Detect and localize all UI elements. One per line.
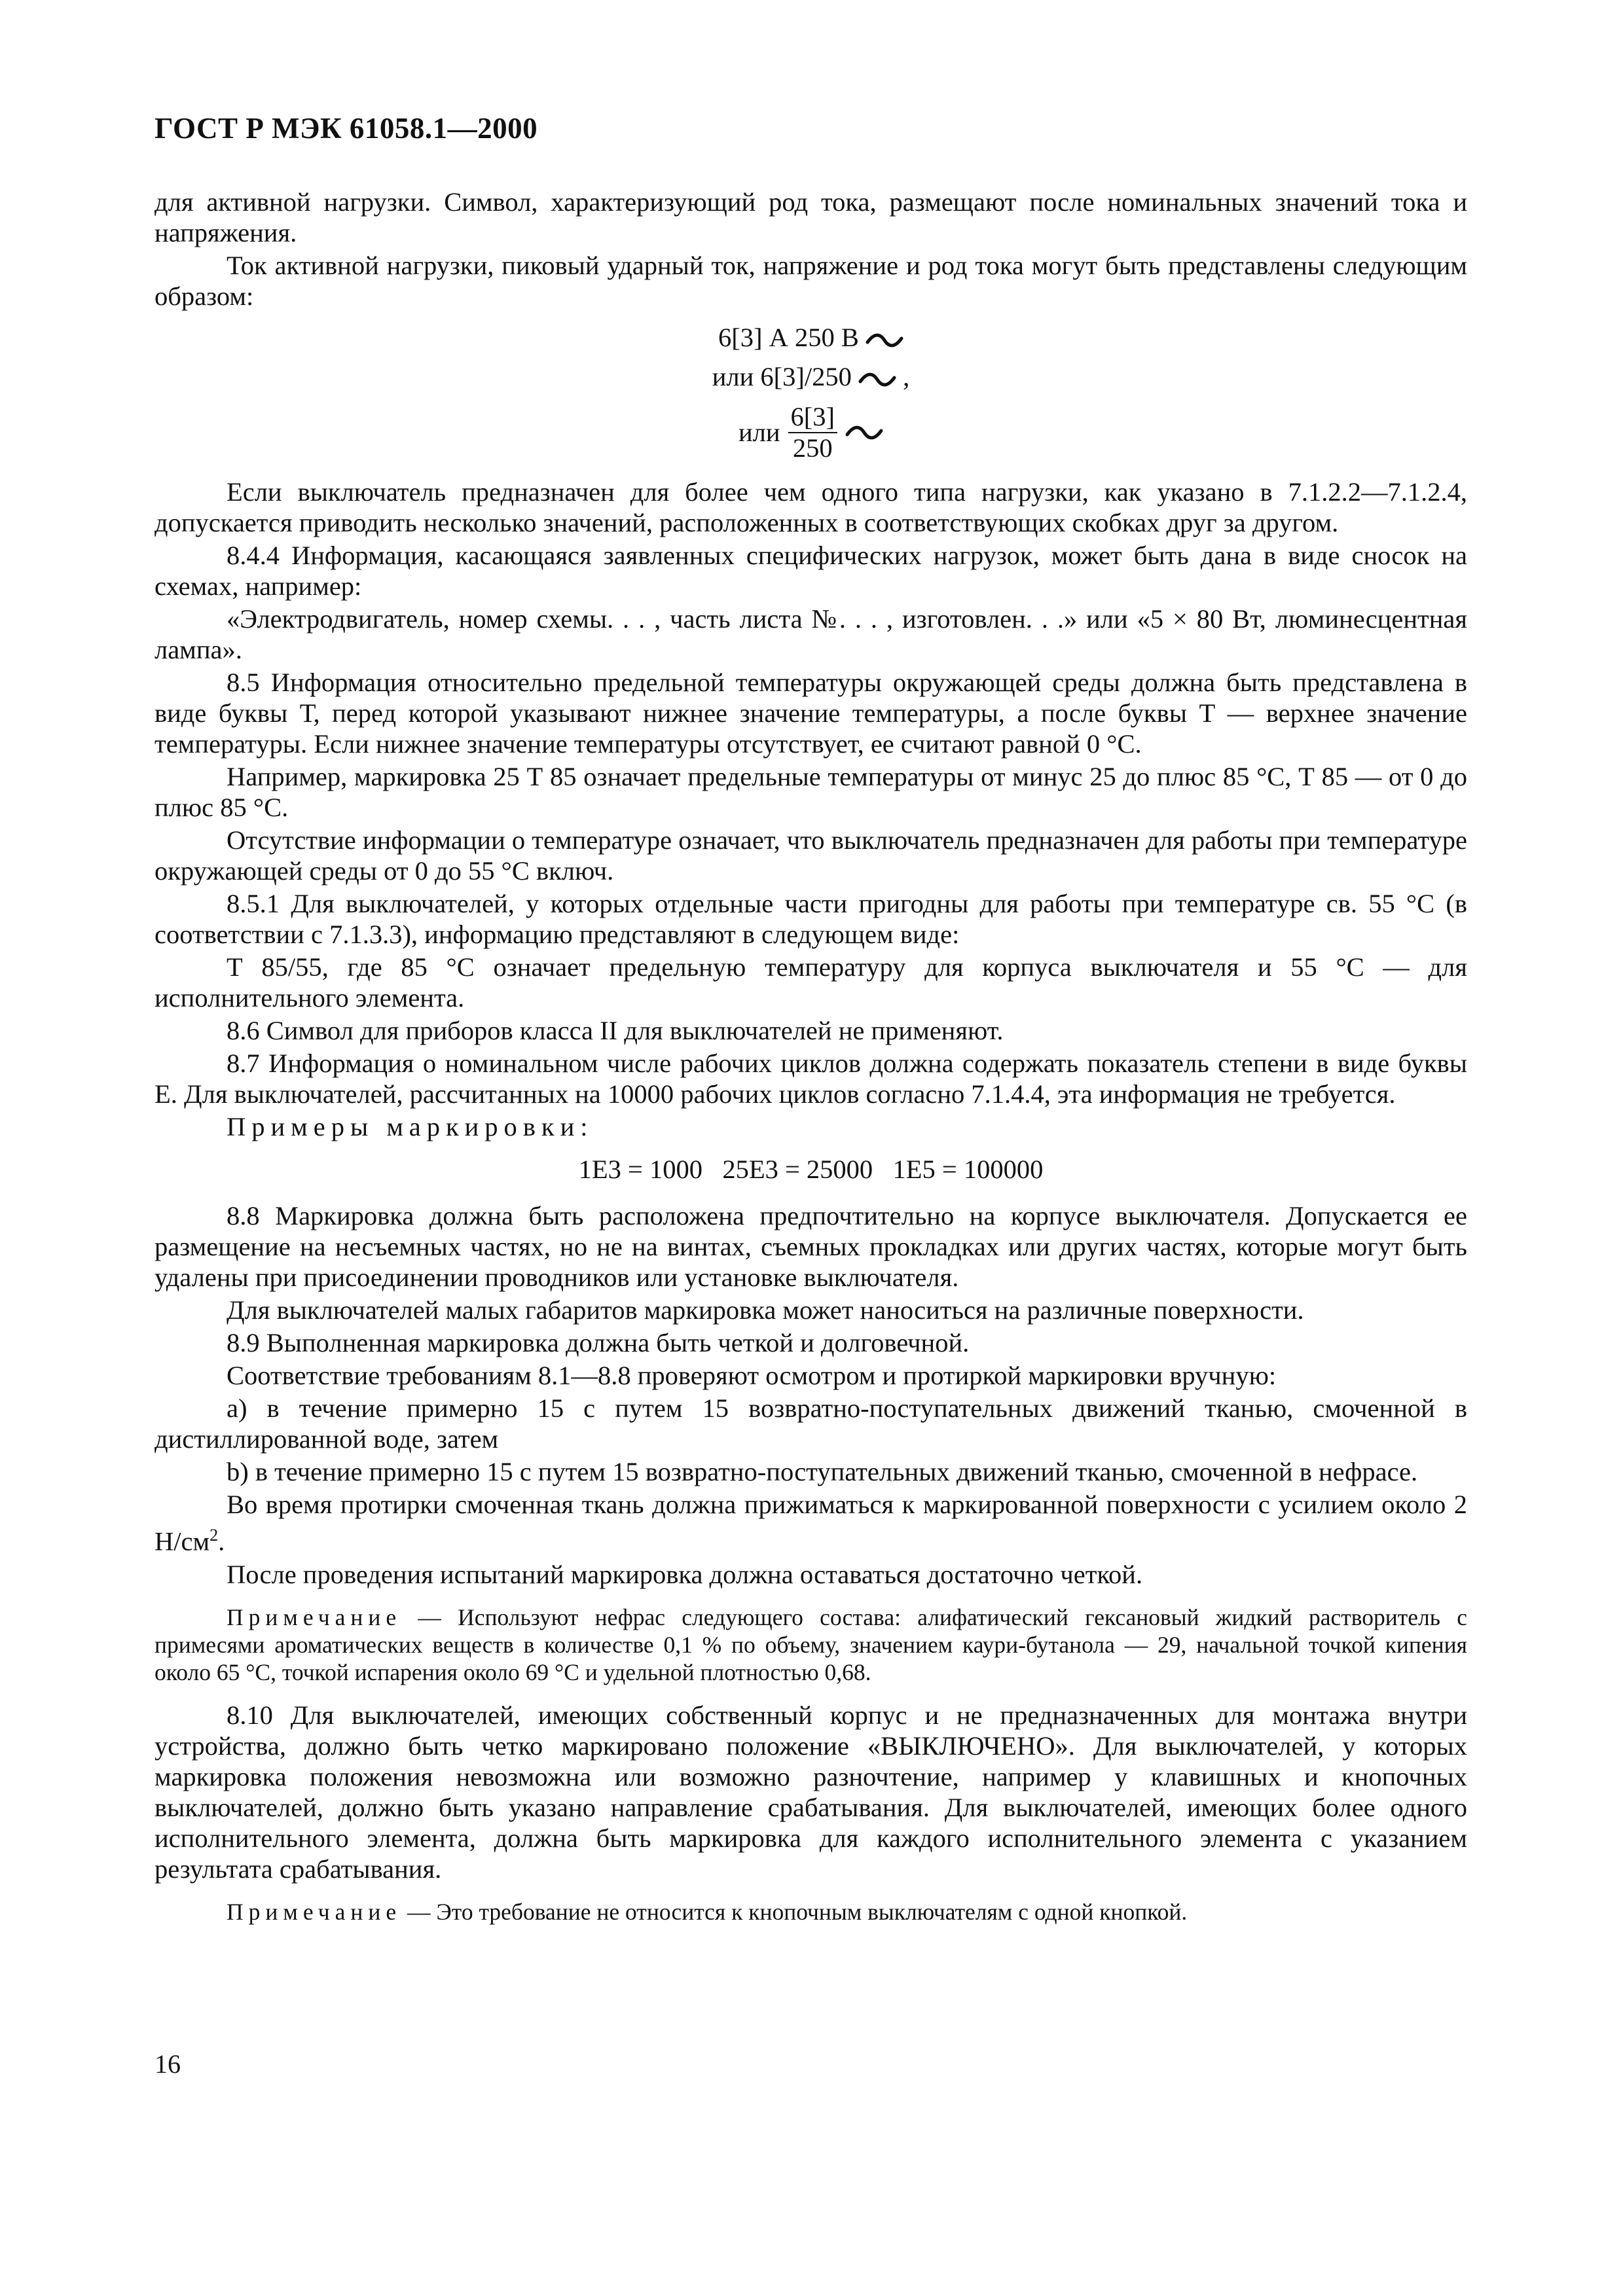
paragraph: 8.10 Для выключателей, имеющих собственный корпус и не предназначенных для монтажа внутри устройства, должно быть четко маркировано положение «ВЫКЛЮЧЕНО». Для выключателей, у которых маркировка положения невозможна или возможно разночтение, например у клавишных и кнопочных выключателей, должно быть указано направление срабатывания. Для выключателей, имеющих более одного исполнительного элемента, должна быть маркировка для каждого исполнительного элемента с указанием результата срабатывания. (155, 1700, 1467, 1884)
paragraph: 8.7 Информация о номинальном числе рабочих циклов должна содержать показатель степени в виде буквы Е. Для выключателей, рассчитанных на 10000 рабочих циклов согласно 7.1.4.4, эта информация не требуется. (155, 1049, 1467, 1109)
paragraph: 8.8 Маркировка должна быть расположена предпочтительно на корпусе выключателя. Допускается ее размещение на несъемных частях, но не на винтах, съемных прокладках или других частях, которые могут быть удалены при присоединении проводников или установке выключателя. (155, 1201, 1467, 1292)
alternating-current-symbol-icon (866, 332, 903, 349)
list-item: b) в течение примерно 15 с путем 15 возвратно-поступательных движений тканью, смоченной в нефрасе. (227, 1457, 1418, 1486)
paragraph: 8.4.4 Информация, касающаяся заявленных специфических нагрузок, может быть дана в виде сносок на схемах, например: (155, 541, 1467, 601)
document-header: ГОСТ Р МЭК 61058.1—2000 (155, 112, 538, 145)
formula-text: 6[3] А 250 В (718, 323, 859, 352)
note-text: — Используют нефрас следующего состава: алифатический гексановый жидкий растворитель с примесями ароматических веществ в количестве 0,1 % по объему, значением каури-бутанола — 29, начальной точкой кипения около 65 °С, точкой испарения около 69 °С и удельной плотностью 0,68. (155, 1604, 1467, 1685)
current-voltage-formulas (155, 318, 1467, 469)
paragraph: Для выключателей малых габаритов маркировка может наноситься на различные поверхности. (227, 1295, 1304, 1325)
paragraph: 8.9 Выполненная маркировка должна быть четкой и долговечной. (227, 1328, 970, 1357)
examples-line: 1Е3 = 1000 25Е3 = 25000 1Е5 = 100000 (578, 1155, 1044, 1184)
paragraph: для активной нагрузки. Символ, характеризующий род тока, размещают после номинальных значений тока и напряжения. (155, 187, 1467, 247)
formula-line-2 (155, 357, 1467, 397)
paragraph: Если выключатель предназначен для более чем одного типа нагрузки, как указано в 7.1.2.2—7.1.2.4, допускается приводить несколько значений, расположенных в соответствующих скобках друг за другом. (155, 477, 1467, 537)
formula-text: или 6[3]/250 (712, 362, 852, 391)
alternating-current-symbol-icon (845, 424, 883, 441)
examples-label-text: Примеры маркировки: (227, 1112, 594, 1141)
paragraph: 8.6 Символ для приборов класса II для выключателей не применяют. (227, 1016, 1004, 1045)
paragraph: После проведения испытаний маркировка должна оставаться достаточно четкой. (227, 1559, 1143, 1589)
formula-text: или (738, 418, 780, 447)
paragraph-end: . (218, 1526, 225, 1556)
paragraph-text: Во время протирки смоченная ткань должна прижиматься к маркированной поверхности с усилием около 2 Н/см (155, 1490, 1467, 1556)
formula-text: , (903, 362, 910, 391)
paragraph: Например, маркировка 25 Т 85 означает предельные температуры от минус 25 до плюс 85 °С, Т 85 — от 0 до плюс 85 °С. (155, 762, 1467, 822)
note-label: Примечание (227, 1604, 402, 1630)
page-number: 16 (155, 2049, 181, 2079)
paragraph: «Электродвигатель, номер схемы. . . , часть листа №. . . , изготовлен. . .» или «5 × 80 Вт, люминесцентная лампа». (155, 604, 1467, 664)
paragraph: Ток активной нагрузки, пиковый ударный ток, напряжение и род тока могут быть представлены следующим образом: (155, 251, 1467, 311)
paragraph: Отсутствие информации о температуре означает, что выключатель предназначен для работы при температуре окружающей среды от 0 до 55 °С включ. (155, 825, 1467, 886)
paragraph: 8.5.1 Для выключателей, у которых отдельные части пригодны для работы при температуре св. 55 °С (в соответствии с 7.1.3.3), информацию представляют в следующем виде: (155, 889, 1467, 949)
fraction-numerator: 6[3] (788, 402, 837, 433)
formula-line-1 (155, 318, 1467, 357)
fraction (788, 402, 837, 463)
paragraph: 8.5 Информация относительно предельной температуры окружающей среды должна быть представлена в виде буквы Т, перед которой указывают нижнее значение температуры, а после буквы Т — верхнее значение температуры. Если нижнее значение температуры отсутствует, ее считают равной 0 °С. (155, 668, 1467, 759)
note (155, 1898, 1467, 1926)
fraction-denominator: 250 (792, 433, 833, 463)
note-text: — Это требование не относится к кнопочным выключателям с одной кнопкой. (401, 1898, 1188, 1925)
note-label: Примечание (227, 1898, 402, 1925)
examples-label (155, 1111, 1467, 1142)
document-body (155, 187, 1467, 1928)
paragraph: Т 85/55, где 85 °С означает предельную температуру для корпуса выключателя и 55 °С — для исполнительного элемента. (155, 952, 1467, 1013)
paragraph: Соответствие требованиям 8.1—8.8 проверяют осмотром и протиркой маркировки вручную: (227, 1361, 1277, 1390)
alternating-current-symbol-icon (858, 371, 896, 388)
superscript: 2 (210, 1526, 219, 1545)
paragraph (155, 1489, 1467, 1557)
list-item: a) в течение примерно 15 с путем 15 возвратно-поступательных движений тканью, смоченной в дистиллированной воде, затем (155, 1393, 1467, 1454)
note (155, 1604, 1467, 1686)
formula-line-3 (155, 397, 1467, 469)
